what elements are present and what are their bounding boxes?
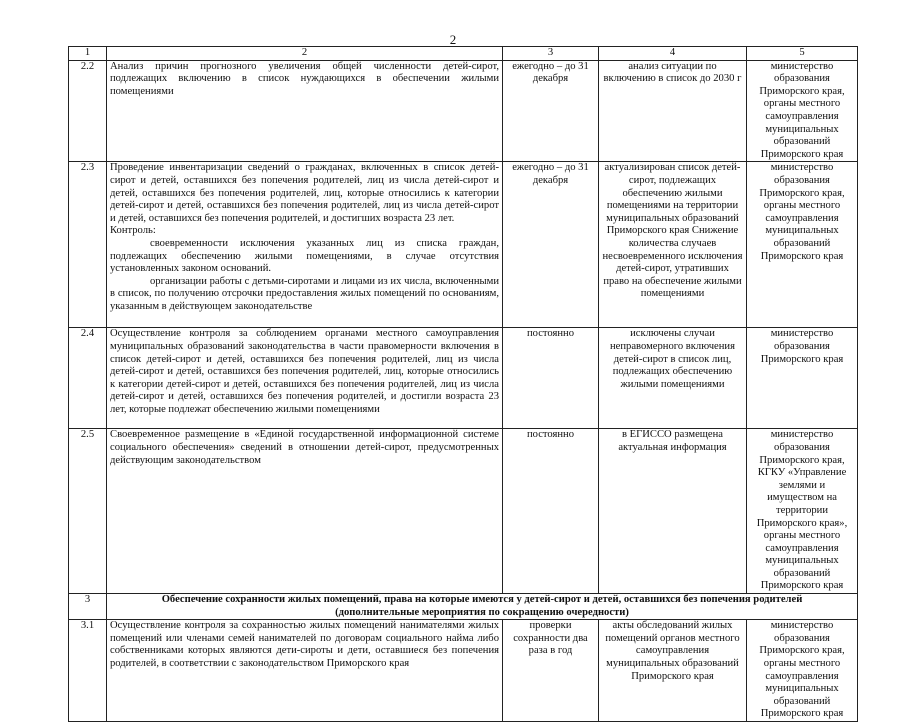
table-row [69, 328, 858, 429]
row-result: анализ ситуации по включению в список до 2030 г [599, 60, 747, 162]
row-action: Своевременное размещение в «Единой государственной информационной системе социального обеспечения» сведений в отношении детей-сирот, предусмотренных действующим законодательством [107, 429, 503, 594]
row-term: ежегодно – до 31 декабря [503, 60, 599, 162]
header-cell: 3 [503, 47, 599, 61]
row-number: 2.3 [69, 162, 107, 328]
header-cell: 4 [599, 47, 747, 61]
row-result: исключены случаи неправомерного включения детей-сирот в список лиц, подлежащих обеспечению жилыми помещениями [599, 328, 747, 429]
row-action: Анализ причин прогнозного увеличения общей численности детей-сирот, подлежащих включению в список нуждающихся в обеспечении жилыми помещениями [107, 60, 503, 162]
row-action: Осуществление контроля за соблюдением органами местного самоуправления муниципальных образований законодательства в части правомерности включения в список детей-сирот и детей, оставшихся без попечения родителей, лиц из числа детей-сирот и детей, оставшихся без попечения родителей, лиц, которые относились к категории детей-сирот и детей, оставшихся без попечения родителей, лиц из числа детей-сирот и детей, оставшихся без попечения родителей, и достигли возраста 23 лет, которые подлежат обеспечению жилыми помещениями [107, 328, 503, 429]
header-cell: 1 [69, 47, 107, 61]
action-main-text: Проведение инвентаризации сведений о гражданах, включенных в список детей-сирот и детей, оставшихся без попечения родителей, лиц из числа детей-сирот и детей, оставшихся без попечения родителей, лиц, которые относились к категории детей-сирот и детей, оставшихся без попечения родителей, лиц из числа детей-сирот и детей, оставшихся без попечения родителей, и достигших возраста 23 лет. [110, 162, 499, 224]
row-executor: министерство образования Приморского края [747, 328, 858, 429]
control-label: Контроль: [110, 225, 156, 237]
section-title [107, 594, 858, 620]
header-row [69, 47, 858, 61]
table-row [69, 429, 858, 594]
section-title-line-1: Обеспечение сохранности жилых помещений, права на которые имеются у детей-сирот и детей, оставшихся без попечения родителей [161, 594, 803, 606]
row-number: 2.4 [69, 328, 107, 429]
table-row [69, 620, 858, 722]
table-row [69, 60, 858, 162]
page-number: 2 [449, 32, 457, 47]
row-result: акты обследований жилых помещений органов местного самоуправления муниципальных образований Приморского края [599, 620, 747, 722]
control-paragraph-2: организации работы с детьми-сиротами и лицами из их числа, включенными в список, по получению отсрочки предоставления жилых помещений по основаниям, указанным в действующем законодательстве [110, 275, 499, 312]
row-term: постоянно [503, 429, 599, 594]
header-cell: 2 [107, 47, 503, 61]
section-row [69, 594, 858, 620]
row-action [107, 162, 503, 328]
row-number: 2.2 [69, 60, 107, 162]
row-number: 3.1 [69, 620, 107, 722]
row-result: в ЕГИССО размещена актуальная информация [599, 429, 747, 594]
row-executor: министерство образования Приморского края, органы местного самоуправления муниципальных образований Приморского края [747, 162, 858, 328]
table-row [69, 162, 858, 328]
row-term: постоянно [503, 328, 599, 429]
header-cell: 5 [747, 47, 858, 61]
section-number: 3 [69, 594, 107, 620]
row-term: проверки сохранности два раза в год [503, 620, 599, 722]
row-number: 2.5 [69, 429, 107, 594]
section-title-line-2: (дополнительные мероприятия по сокращению очередности) [335, 606, 629, 618]
row-executor: министерство образования Приморского края, органы местного самоуправления муниципальных образований Приморского края [747, 620, 858, 722]
row-term: ежегодно – до 31 декабря [503, 162, 599, 328]
control-paragraph-1: своевременности исключения указанных лиц из списка граждан, подлежащих обеспечению жилыми помещениями, в случае отсутствия установленных законом оснований. [110, 237, 499, 275]
action-plan-table [68, 46, 858, 722]
row-action: Осуществление контроля за сохранностью жилых помещений нанимателями жилых помещений или членами семей нанимателей по договорам социального найма либо собственниками которых являются дети-сироты и дети, оставшиеся без попечения родителей, в соответствии с законодательством Приморского края [107, 620, 503, 722]
row-executor: министерство образования Приморского края, КГКУ «Управление землями и имуществом на территории Приморского края», органы местного самоуправления муниципальных образований Приморского края [747, 429, 858, 594]
row-executor: министерство образования Приморского края, органы местного самоуправления муниципальных образований Приморского края [747, 60, 858, 162]
row-result: актуализирован список детей-сирот, подлежащих обеспечению жилыми помещениями на территории муниципальных образований Приморского края Снижение количества случаев несвоевременного исключения детей-сирот, утративших право на обеспечение жилыми помещениями [599, 162, 747, 328]
